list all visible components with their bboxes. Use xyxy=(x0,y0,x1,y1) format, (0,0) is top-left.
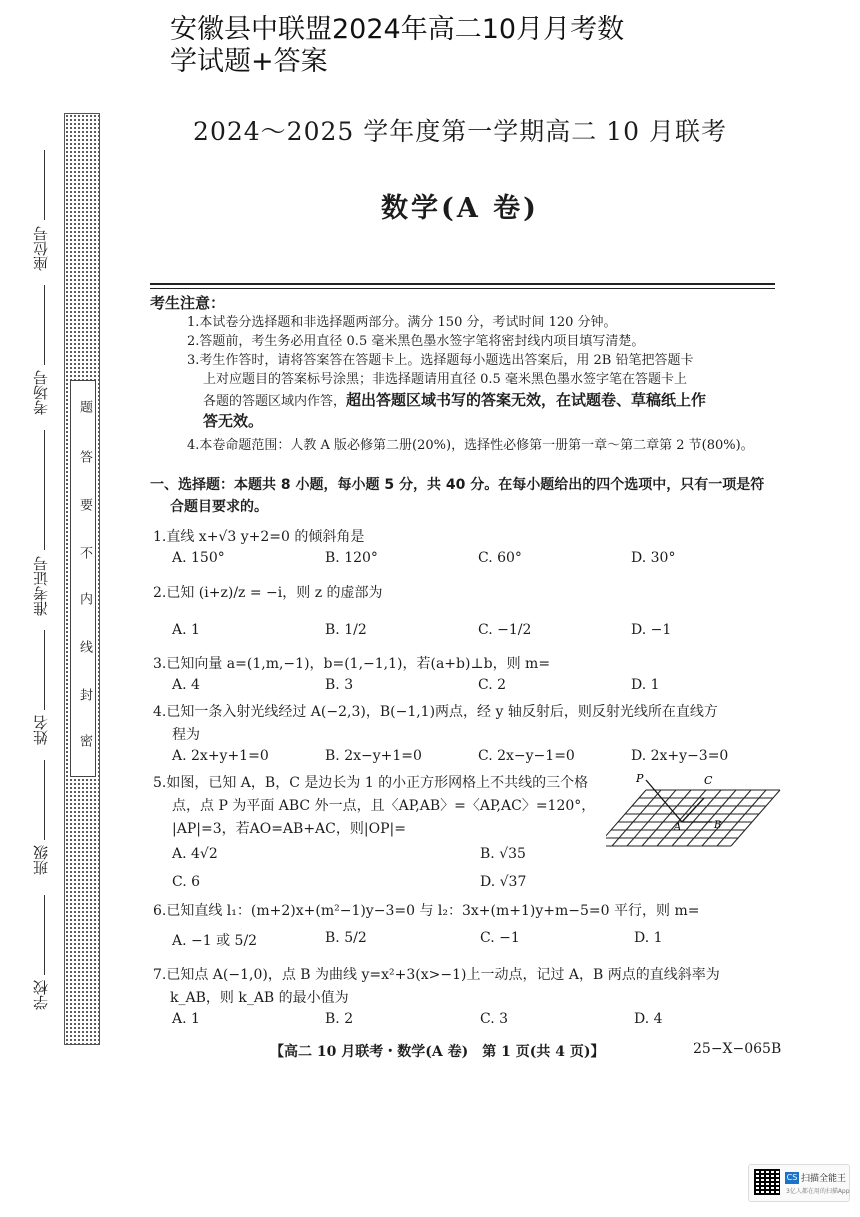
question-6-option-a: A. −1 或 5/2 xyxy=(172,933,258,949)
question-7-option-b: B. 2 xyxy=(325,1011,354,1027)
question-7-option-c: C. 3 xyxy=(480,1011,509,1027)
paper-code: 25−X−065B xyxy=(693,1041,782,1057)
seal-line-box xyxy=(70,380,96,777)
question-3-stem: 3.已知向量 a=(1,m,−1)，b=(1,−1,1)，若(a+b)⊥b，则 m= xyxy=(153,656,551,672)
notice-emphasis: 答无效。 xyxy=(203,412,264,430)
question-4-stem-line1: 4.已知一条入射光线经过 A(−2,3)，B(−1,1)两点，经 y 轴反射后，则反射光线所在直线方 xyxy=(153,704,718,720)
question-2-option-d: D. −1 xyxy=(631,622,672,638)
question-6-stem: 6.已知直线 l₁：(m+2)x+(m²−1)y−3=0 与 l₂：3x+(m+1)y+m−5=0 平行，则 m= xyxy=(153,903,700,919)
divider xyxy=(150,283,775,285)
class-label: 班级 xyxy=(32,845,50,875)
question-5-stem-line3: |AP|=3，若AO=AB+AC，则|OP|= xyxy=(172,821,406,837)
question-2-option-a: A. 1 xyxy=(172,622,200,638)
seal-char: 不 xyxy=(77,546,92,559)
camscanner-logo-icon: CS xyxy=(786,1173,798,1182)
question-4-stem-line2: 程为 xyxy=(172,727,200,743)
question-3-option-b: B. 3 xyxy=(325,677,354,693)
seal-char: 密 xyxy=(77,734,92,747)
school-label: 学校 xyxy=(32,980,50,1010)
question-6-option-c: C. −1 xyxy=(480,930,520,946)
divider xyxy=(150,288,775,289)
document-title-line2: 学试题+答案 xyxy=(170,46,328,77)
fill-line xyxy=(44,895,45,975)
section-heading-line1: 一、选择题：本题共 8 小题，每小题 5 分，共 40 分。在每小题给出的四个选项中，只有一项是符 xyxy=(150,477,765,493)
fill-line xyxy=(44,760,45,840)
question-6-option-d: D. 1 xyxy=(634,930,663,946)
notice-line xyxy=(203,391,803,411)
seat-number-label: 座位号 xyxy=(32,226,50,271)
point-b-label: B xyxy=(714,820,722,831)
admission-number-label: 准考证号 xyxy=(32,556,50,616)
notice-line: 3.考生作答时，请将答案答在答题卡上。选择题每小题选出答案后，用 2B 铅笔把答题卡 xyxy=(187,353,694,368)
name-label: 姓名 xyxy=(32,715,50,745)
question-6-option-b: B. 5/2 xyxy=(325,930,367,946)
seal-char: 题 xyxy=(77,400,92,413)
question-5-stem-line2: 点，点 P 为平面 ABC 外一点，且〈AP,AB〉=〈AP,AC〉=120°， xyxy=(172,798,596,814)
question-4-option-b: B. 2x−y+1=0 xyxy=(325,748,422,764)
section-heading xyxy=(150,474,800,518)
question-1-option-c: C. 60° xyxy=(478,550,522,566)
qr-code-icon xyxy=(754,1169,780,1195)
question-7-option-d: D. 4 xyxy=(634,1011,663,1027)
question-7-stem-line2: k_AB，则 k_AB 的最小值为 xyxy=(170,990,349,1006)
fill-line xyxy=(44,285,45,365)
question-7-stem-line1: 7.已知点 A(−1,0)，点 B 为曲线 y=x²+3(x>−1)上一动点，记过 A，B 两点的直线斜率为 xyxy=(153,967,720,983)
question-2-stem: 2.已知 (i+z)/z = −i，则 z 的虚部为 xyxy=(153,585,383,601)
question-2-option-b: B. 1/2 xyxy=(325,622,367,638)
notice-line: 上对应题目的答案标号涂黑；非选择题请用直径 0.5 毫米黑色墨水签字笔在答题卡上 xyxy=(203,372,687,387)
seal-char: 线 xyxy=(77,640,92,653)
vector-ac xyxy=(682,798,704,822)
point-c-label: C xyxy=(704,774,713,787)
question-1-option-d: D. 30° xyxy=(631,550,676,566)
question-5-option-d: D. √37 xyxy=(480,874,527,890)
notice-text: 各题的答题区域内作答， xyxy=(203,394,347,409)
page-footer: 【高二 10 月联考・数学(A 卷) 第 1 页(共 4 页)】 xyxy=(270,1044,605,1060)
question-1-option-a: A. 150° xyxy=(172,550,225,566)
question-5-option-a: A. 4√2 xyxy=(172,846,218,862)
scanner-app-name: 扫描全能王 xyxy=(801,1174,847,1184)
seal-char: 内 xyxy=(77,592,92,605)
question-4-option-d: D. 2x+y−3=0 xyxy=(631,748,729,764)
fill-line xyxy=(44,430,45,550)
point-p-label: P xyxy=(636,772,644,785)
question-5-option-c: C. 6 xyxy=(172,874,201,890)
notice-line: 2.答题前，考生务必用直径 0.5 毫米黑色墨水签字笔将密封线内项目填写清楚。 xyxy=(187,334,645,349)
subject-title: 数学(A 卷) xyxy=(381,193,539,224)
seal-char: 要 xyxy=(77,498,92,511)
question-3-option-a: A. 4 xyxy=(172,677,200,693)
notice-line: 1.本试卷分选择题和非选择题两部分。满分 150 分，考试时间 120 分钟。 xyxy=(187,315,617,330)
document-title xyxy=(170,14,624,78)
question-2-option-c: C. −1/2 xyxy=(478,622,532,638)
exam-room-label: 考场号 xyxy=(32,370,50,415)
exam-title: 2024～2025 学年度第一学期高二 10 月联考 xyxy=(193,117,727,146)
seal-char: 答 xyxy=(77,450,92,463)
question-5-stem-line1: 5.如图，已知 A，B，C 是边长为 1 的小正方形网格上不共线的三个格 xyxy=(153,775,589,791)
question-7-option-a: A. 1 xyxy=(172,1011,200,1027)
question-4-option-c: C. 2x−y−1=0 xyxy=(478,748,575,764)
question-1-option-b: B. 120° xyxy=(325,550,378,566)
document-title-line1: 安徽县中联盟2024年高二10月月考数 xyxy=(170,14,625,45)
notice-emphasis: 超出答题区域书写的答案无效，在试题卷、草稿纸上作 xyxy=(346,391,707,409)
point-a-label: A xyxy=(674,822,682,833)
notice-heading: 考生注意： xyxy=(150,294,226,312)
scanner-tagline: 3亿人都在用的扫描App xyxy=(786,1188,850,1195)
question-3-option-d: D. 1 xyxy=(631,677,660,693)
section-heading-line2: 合题目要求的。 xyxy=(170,499,268,515)
question-5-option-b: B. √35 xyxy=(480,846,526,862)
question-1-stem: 1.直线 x+√3 y+2=0 的倾斜角是 xyxy=(153,529,365,545)
grid-figure xyxy=(606,768,786,858)
seal-char: 封 xyxy=(77,688,92,701)
question-3-option-c: C. 2 xyxy=(478,677,507,693)
fill-line xyxy=(44,150,45,220)
question-4-option-a: A. 2x+y+1=0 xyxy=(172,748,269,764)
fill-line xyxy=(44,630,45,710)
notice-line: 4.本卷命题范围：人教 A 版必修第二册(20%)，选择性必修第一册第一章～第二章第 2 节(80%)。 xyxy=(187,438,754,453)
